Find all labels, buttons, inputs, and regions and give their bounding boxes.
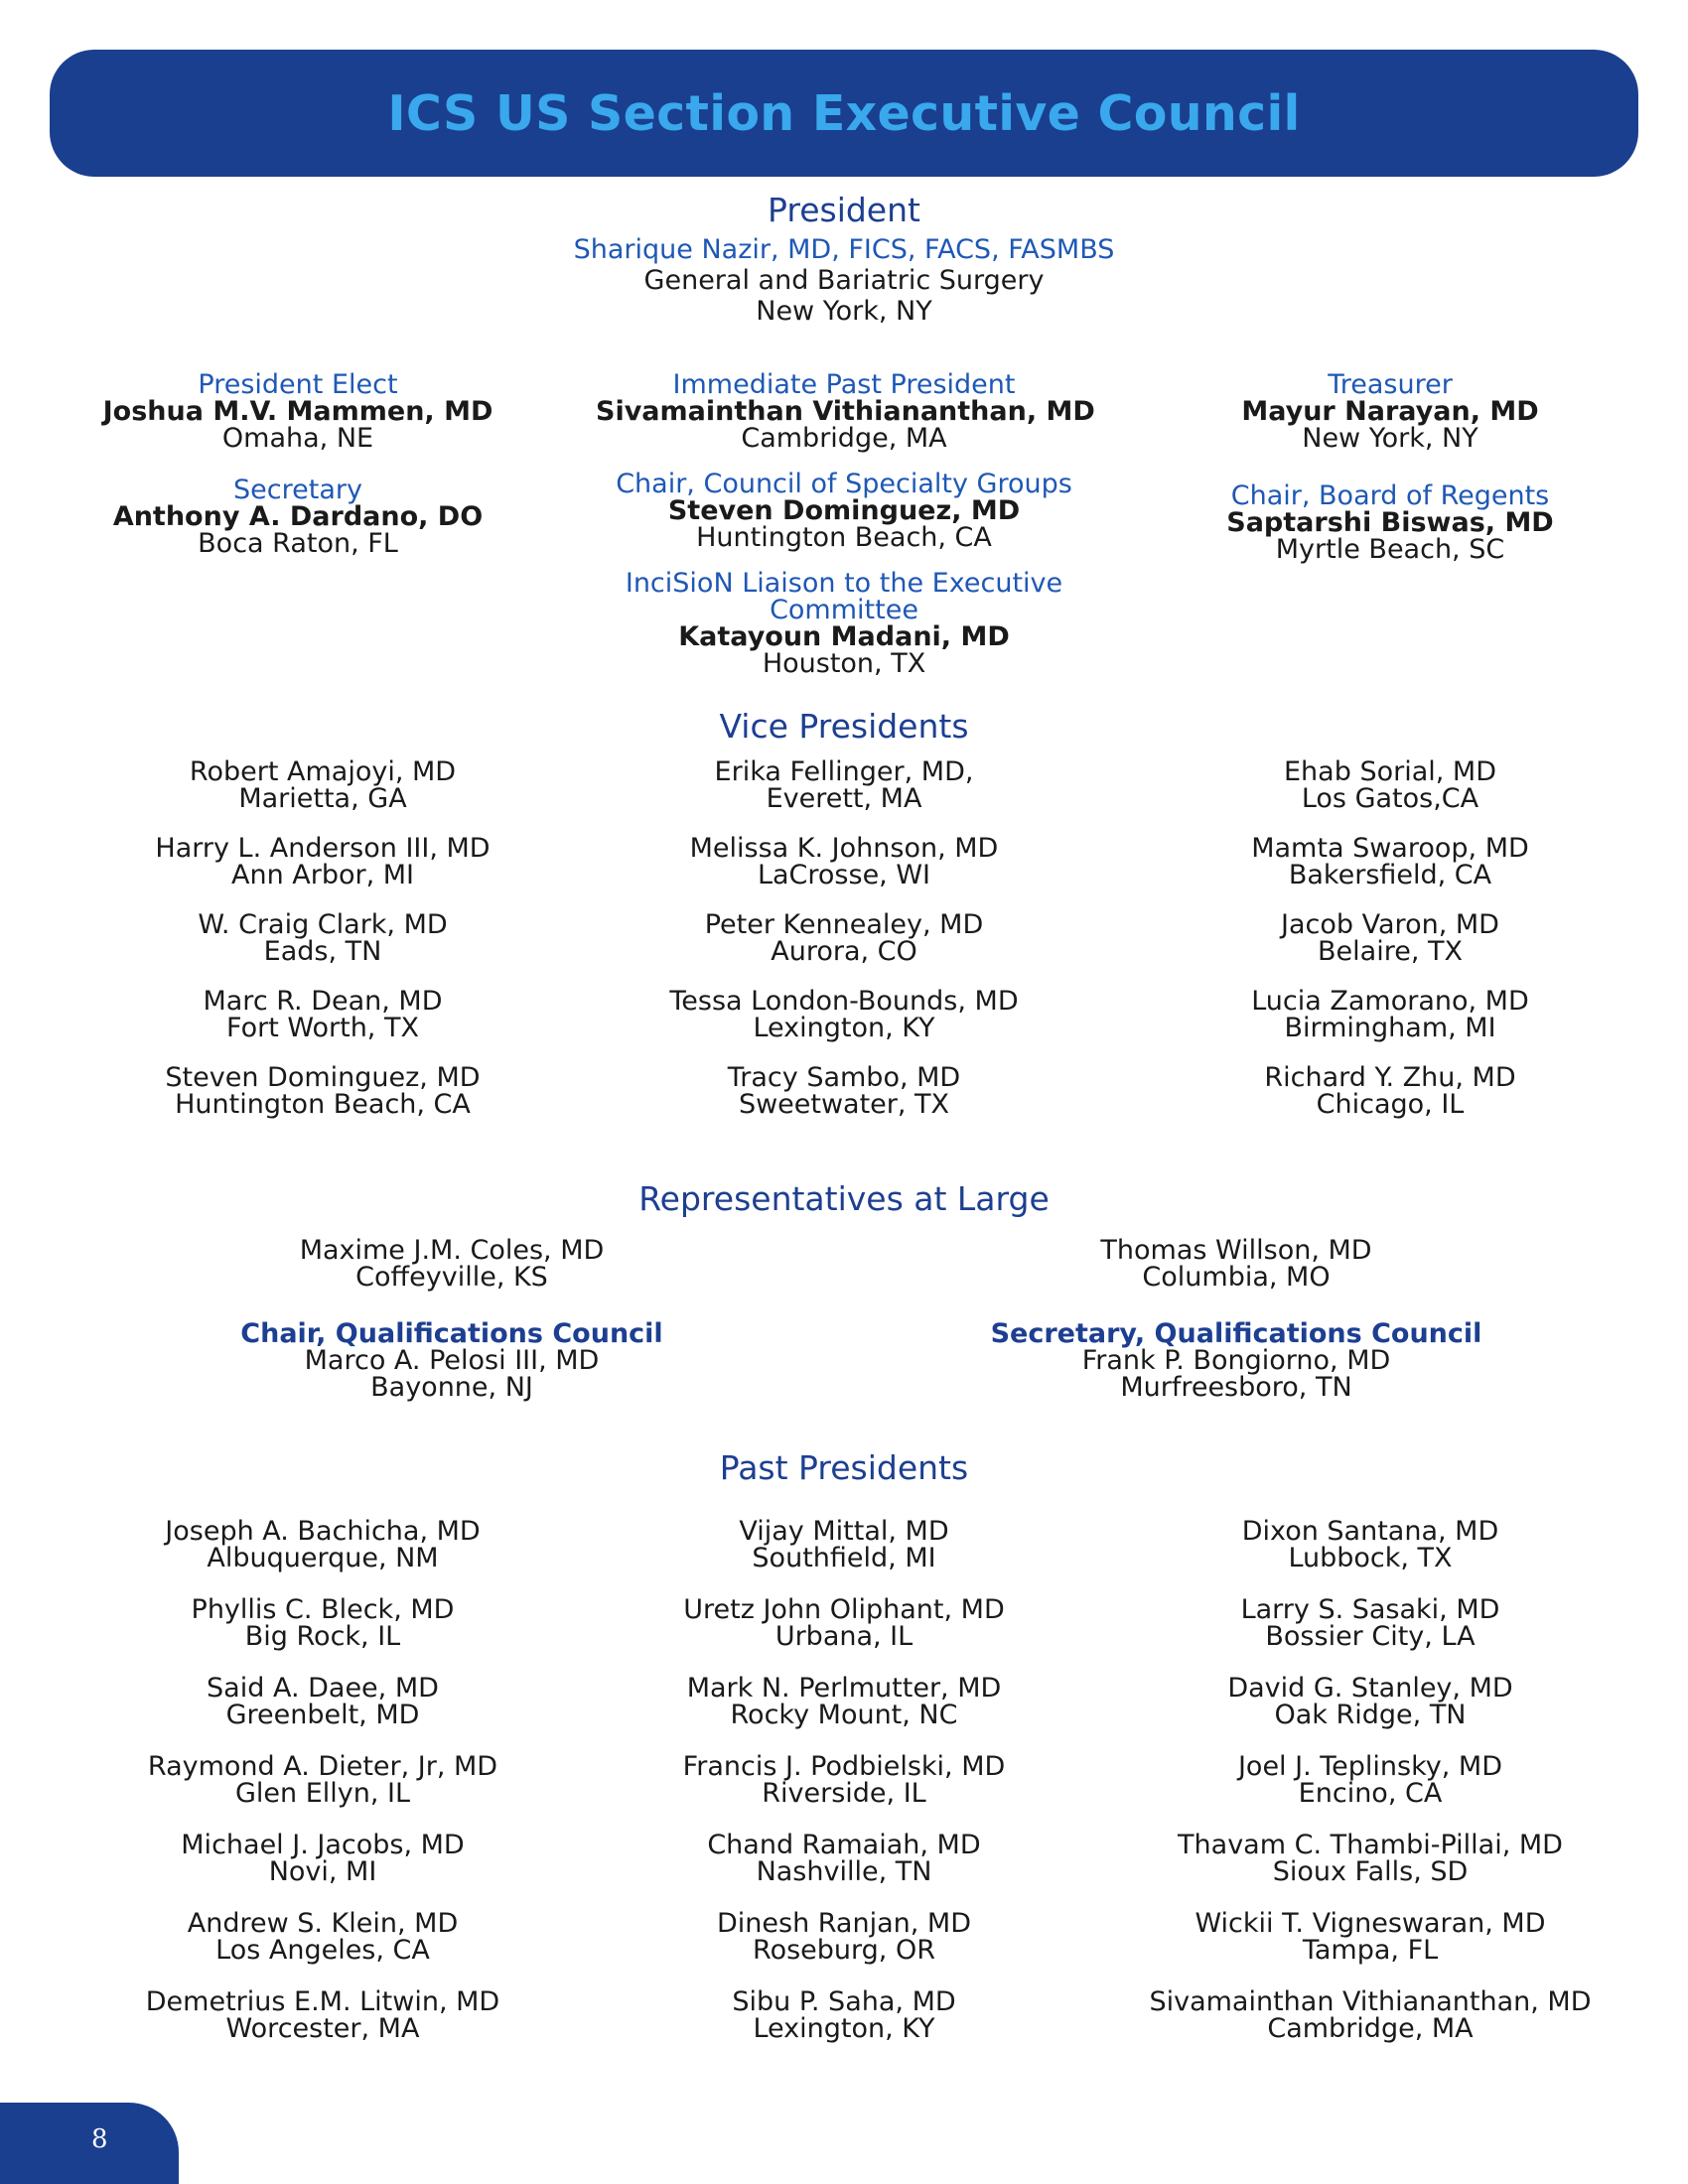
member-location: Everett, MA — [766, 783, 922, 814]
president-heading: President — [768, 191, 920, 229]
officer-name: Katayoun Madani, MD — [678, 621, 1010, 652]
member-name: Joel J. Teplinsky, MD — [1237, 1751, 1503, 1782]
list-item — [596, 1518, 1092, 1571]
member-location: Urbana, IL — [774, 1621, 914, 1652]
representatives-heading: Representatives at Large — [638, 1179, 1050, 1218]
list-item — [1122, 1596, 1618, 1650]
member-name: Tracy Sambo, MD — [727, 1062, 961, 1093]
officer-role: President Elect — [198, 369, 398, 400]
member-name: Joseph A. Bachicha, MD — [165, 1516, 481, 1547]
officer-name: Steven Dominguez, MD — [667, 495, 1021, 526]
page-number-tab — [0, 2103, 179, 2184]
officer-role: Chair, Board of Regents — [1230, 480, 1550, 511]
member-name: Vijay Mittal, MD — [739, 1516, 949, 1547]
officer-name: Anthony A. Dardano, DO — [112, 501, 484, 532]
president-location: New York, NY — [756, 296, 932, 327]
member-location: Glen Ellyn, IL — [234, 1778, 411, 1809]
member-location: Ann Arbor, MI — [230, 860, 415, 890]
member-name: Peter Kennealey, MD — [704, 909, 984, 940]
list-item — [596, 911, 1092, 965]
member-name: Erika Fellinger, MD, — [714, 756, 974, 787]
member-location: Chicago, IL — [1316, 1089, 1465, 1120]
member-name: Phyllis C. Bleck, MD — [191, 1594, 455, 1625]
member-location: Roseburg, OR — [753, 1935, 935, 1966]
officer-block — [1192, 371, 1589, 452]
list-item — [1122, 1832, 1618, 1885]
member-location: Rocky Mount, NC — [730, 1700, 958, 1730]
member-location: Los Gatos,CA — [1301, 783, 1479, 814]
member-name: Mark N. Perlmutter, MD — [686, 1673, 1002, 1704]
page-title: ICS US Section Executive Council — [387, 84, 1301, 142]
list-item — [99, 835, 546, 888]
member-name: Uretz John Oliphant, MD — [683, 1594, 1005, 1625]
member-name: David G. Stanley, MD — [1227, 1673, 1513, 1704]
list-item — [596, 1675, 1092, 1728]
list-item — [1142, 1064, 1638, 1118]
member-location: Los Angeles, CA — [215, 1935, 430, 1966]
member-name: Mamta Swaroop, MD — [1251, 833, 1529, 864]
list-item — [596, 1753, 1092, 1807]
member-location: Bayonne, NJ — [370, 1372, 533, 1403]
officer-location: Houston, TX — [762, 648, 926, 679]
officer-block — [596, 471, 1092, 551]
list-item — [99, 988, 546, 1041]
member-location: Big Rock, IL — [244, 1621, 401, 1652]
list-item — [988, 1320, 1484, 1401]
list-item — [1142, 835, 1638, 888]
member-name: Dixon Santana, MD — [1241, 1516, 1499, 1547]
president-specialty: General and Bariatric Surgery — [643, 265, 1045, 296]
list-item — [99, 1675, 546, 1728]
list-item — [99, 1596, 546, 1650]
member-location: Lexington, KY — [753, 1013, 935, 1043]
member-location: Encino, CA — [1298, 1778, 1443, 1809]
officer-role: Immediate Past President — [672, 369, 1016, 400]
member-name: Harry L. Anderson III, MD — [155, 833, 491, 864]
member-location: Marietta, GA — [238, 783, 407, 814]
officer-location: New York, NY — [1302, 423, 1478, 454]
list-item — [1122, 1518, 1618, 1571]
member-location: Nashville, TN — [756, 1856, 932, 1887]
member-name: W. Craig Clark, MD — [198, 909, 448, 940]
member-location: Aurora, CO — [771, 936, 917, 967]
member-name: Wickii T. Vigneswaran, MD — [1195, 1908, 1546, 1939]
officer-name: Saptarshi Biswas, MD — [1226, 507, 1554, 538]
officer-role: Treasurer — [1328, 369, 1453, 400]
list-item — [596, 1988, 1092, 2042]
officer-block — [99, 371, 496, 452]
member-location: Worcester, MA — [225, 2013, 420, 2044]
member-location: Sioux Falls, SD — [1272, 1856, 1469, 1887]
member-name: Raymond A. Dieter, Jr, MD — [147, 1751, 498, 1782]
officer-block — [596, 570, 1092, 677]
member-name: Marc R. Dean, MD — [203, 986, 443, 1017]
member-location: Bossier City, LA — [1265, 1621, 1476, 1652]
member-location: Murfreesboro, TN — [1120, 1372, 1352, 1403]
vice-presidents-heading: Vice Presidents — [719, 707, 969, 746]
member-name: Lucia Zamorano, MD — [1251, 986, 1529, 1017]
list-item — [99, 1832, 546, 1885]
list-item — [1122, 1910, 1618, 1964]
member-location: Southfield, MI — [752, 1543, 936, 1573]
officer-name: Sivamainthan Vithiananthan, MD — [596, 396, 1095, 427]
member-name: Melissa K. Johnson, MD — [689, 833, 999, 864]
member-location: Eads, TN — [263, 936, 382, 967]
officer-location: Cambridge, MA — [741, 423, 947, 454]
member-name: Robert Amajoyi, MD — [189, 756, 457, 787]
officer-role-line2: Committee — [770, 595, 918, 625]
officer-location: Boca Raton, FL — [198, 528, 398, 559]
member-location: Tampa, FL — [1302, 1935, 1439, 1966]
member-name: Sibu P. Saha, MD — [732, 1986, 956, 2017]
member-location: Greenbelt, MD — [225, 1700, 420, 1730]
member-name: Sivamainthan Vithiananthan, MD — [1149, 1986, 1592, 2017]
member-name: Michael J. Jacobs, MD — [181, 1830, 465, 1860]
member-name: Marco A. Pelosi III, MD — [304, 1345, 600, 1376]
member-name: Chand Ramaiah, MD — [707, 1830, 981, 1860]
officer-role: Chair, Council of Specialty Groups — [616, 469, 1072, 499]
list-item — [596, 835, 1092, 888]
officer-block — [596, 369, 1095, 454]
officer-location: Myrtle Beach, SC — [1275, 534, 1505, 565]
member-location: Birmingham, MI — [1284, 1013, 1496, 1043]
officer-role: InciSioN Liaison to the Executive — [625, 568, 1063, 599]
officer-location: Omaha, NE — [221, 423, 374, 454]
list-item — [1142, 911, 1638, 965]
member-name: Francis J. Podbielski, MD — [682, 1751, 1006, 1782]
member-role: Chair, Qualifications Council — [240, 1318, 663, 1349]
member-location: Belaire, TX — [1318, 936, 1463, 967]
list-item — [596, 1596, 1092, 1650]
member-location: Fort Worth, TX — [226, 1013, 419, 1043]
list-item — [596, 988, 1092, 1041]
page-number: 8 — [91, 2124, 108, 2154]
list-item — [99, 911, 546, 965]
president-block — [0, 234, 1688, 327]
list-item — [204, 1237, 700, 1291]
member-name: Jacob Varon, MD — [1281, 909, 1499, 940]
member-location: Huntington Beach, CA — [175, 1089, 471, 1120]
header-banner — [50, 50, 1638, 177]
member-location: Lubbock, TX — [1288, 1543, 1453, 1573]
member-name: Said A. Daee, MD — [207, 1673, 439, 1704]
list-item — [596, 1064, 1092, 1118]
list-item — [988, 1237, 1484, 1291]
list-item — [596, 1832, 1092, 1885]
officer-block — [1192, 482, 1589, 563]
list-item — [99, 1518, 546, 1571]
member-name: Dinesh Ranjan, MD — [716, 1908, 971, 1939]
list-item — [99, 758, 546, 812]
list-item — [596, 1910, 1092, 1964]
member-role: Secretary, Qualifications Council — [990, 1318, 1482, 1349]
officer-location: Huntington Beach, CA — [696, 522, 992, 553]
member-location: Lexington, KY — [753, 2013, 935, 2044]
member-location: Columbia, MO — [1142, 1262, 1331, 1293]
past-presidents-heading: Past Presidents — [719, 1448, 969, 1487]
member-location: Bakersfield, CA — [1288, 860, 1492, 890]
list-item — [1142, 988, 1638, 1041]
member-name: Demetrius E.M. Litwin, MD — [145, 1986, 500, 2017]
member-name: Steven Dominguez, MD — [165, 1062, 481, 1093]
list-item — [596, 758, 1092, 812]
list-item — [1142, 758, 1638, 812]
list-item — [204, 1320, 700, 1401]
officer-role: Secretary — [233, 475, 362, 505]
list-item — [1122, 1988, 1618, 2042]
list-item — [99, 1753, 546, 1807]
member-name: Larry S. Sasaki, MD — [1240, 1594, 1500, 1625]
member-location: Coffeyville, KS — [355, 1262, 548, 1293]
member-location: Sweetwater, TX — [738, 1089, 950, 1120]
member-name: Thavam C. Thambi-Pillai, MD — [1178, 1830, 1563, 1860]
member-location: Riverside, IL — [762, 1778, 926, 1809]
member-name: Andrew S. Klein, MD — [187, 1908, 459, 1939]
president-name: Sharique Nazir, MD, FICS, FACS, FASMBS — [573, 234, 1115, 265]
list-item — [99, 1910, 546, 1964]
member-location: Albuquerque, NM — [207, 1543, 439, 1573]
member-location: LaCrosse, WI — [757, 860, 931, 890]
list-item — [1122, 1675, 1618, 1728]
member-name: Thomas Willson, MD — [1100, 1235, 1372, 1266]
member-location: Cambridge, MA — [1267, 2013, 1474, 2044]
list-item — [99, 1064, 546, 1118]
list-item — [99, 1988, 546, 2042]
officer-block — [99, 477, 496, 557]
member-name: Ehab Sorial, MD — [1284, 756, 1496, 787]
member-name: Maxime J.M. Coles, MD — [299, 1235, 605, 1266]
member-name: Richard Y. Zhu, MD — [1264, 1062, 1516, 1093]
member-name: Frank P. Bongiorno, MD — [1081, 1345, 1391, 1376]
list-item — [1122, 1753, 1618, 1807]
member-location: Oak Ridge, TN — [1274, 1700, 1467, 1730]
member-name: Tessa London-Bounds, MD — [669, 986, 1019, 1017]
officer-name: Joshua M.V. Mammen, MD — [102, 396, 493, 427]
member-location: Novi, MI — [268, 1856, 377, 1887]
officer-name: Mayur Narayan, MD — [1241, 396, 1539, 427]
